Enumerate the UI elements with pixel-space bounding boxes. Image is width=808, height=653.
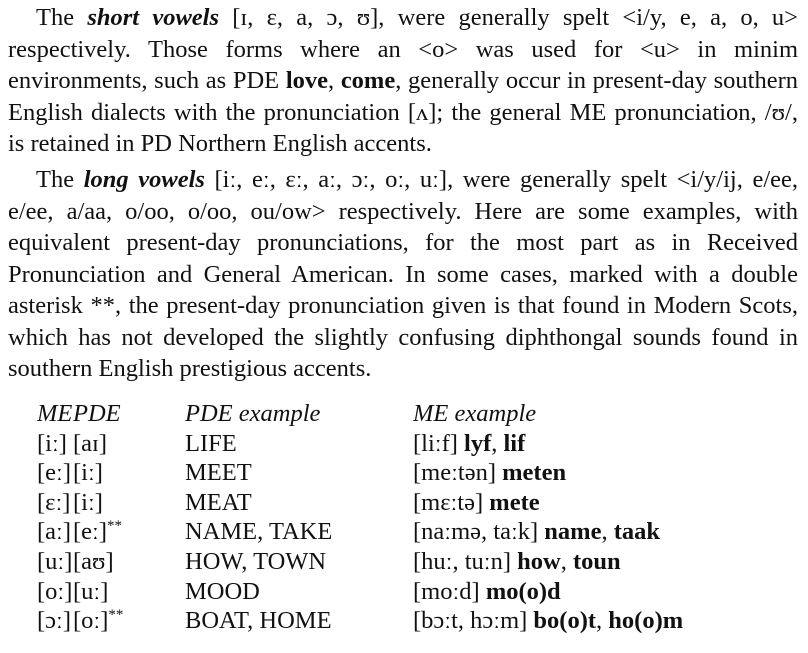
cell-me-vowel: [uː] xyxy=(37,547,73,575)
cell-me-example xyxy=(413,577,743,607)
text-segment: The xyxy=(36,166,84,193)
me-spelling: how xyxy=(517,547,561,575)
paragraph-short-vowels xyxy=(8,2,798,160)
cell-pde-example: HOW, TOWN xyxy=(185,547,327,575)
cell-pde-vowel xyxy=(73,488,185,518)
me-spelling: ho(o)m xyxy=(608,607,684,635)
separator: , xyxy=(560,547,573,575)
header-pde: PDE xyxy=(73,400,121,427)
pde-vowel-text: [aɪ] xyxy=(73,429,107,457)
cell-pde-vowel xyxy=(73,429,185,459)
table-row xyxy=(0,488,743,518)
cell-pde-example: BOAT, HOME xyxy=(185,607,332,635)
table-row xyxy=(0,458,743,488)
cell-pde-example: LIFE xyxy=(185,429,237,457)
table-header-row xyxy=(0,399,743,429)
table-row xyxy=(0,606,743,636)
text-segment: [ɪ, ɛ, a, ɔ, ʊ], were generally spelt <i/y, e, a, o, u> respectively. Those forms where an <o> was used for <u> in minim environments, such as PDE xyxy=(8,4,798,94)
pde-vowel-text: [aʊ] xyxy=(73,547,114,575)
me-ipa-transcription: [meːtən] xyxy=(413,459,496,487)
pde-vowel-text: [iː] xyxy=(73,459,103,487)
table-row xyxy=(0,547,743,577)
double-asterisk-marker: ** xyxy=(107,518,122,535)
separator: , xyxy=(491,429,504,457)
header-me-example: ME example xyxy=(413,400,537,427)
me-spelling: bo(o)t xyxy=(533,607,597,635)
cell-me-example xyxy=(413,606,743,636)
example-come: come xyxy=(340,67,396,94)
cell-me-vowel: [aː] xyxy=(37,518,71,546)
cell-me-example xyxy=(413,429,743,459)
cell-me-example xyxy=(413,488,743,518)
cell-me-vowel: [oː] xyxy=(37,577,73,605)
cell-me-example xyxy=(413,517,743,547)
table-body xyxy=(0,429,743,636)
me-spelling: mete xyxy=(489,488,540,516)
text-segment: , xyxy=(328,67,341,94)
vowel-correspondence-table xyxy=(0,399,743,636)
cell-pde-example: NAME, TAKE xyxy=(185,518,333,546)
cell-pde-vowel xyxy=(73,606,185,636)
me-spelling: lif xyxy=(503,429,526,457)
text-segment: [iː, eː, ɛː, aː, ɔː, oː, uː], were generally spelt <i/y/ij, e/ee, e/ee, a/aa, o/oo, o/oo, ou/ow> respectively. Here are some examples, with equivalent present-day pronunciations, for the most part as in Received Pronunciation and General American. In some cases, marked with a double asterisk **, the present-day pronunciation given is that found in Modern Scots, which has not developed the slightly confusing diphthongal sounds found in southern English prestigious accents. xyxy=(8,166,798,382)
pde-vowel-text: [oː] xyxy=(73,607,109,635)
separator: , xyxy=(596,607,609,635)
term-long-vowels: long vowels xyxy=(83,166,205,193)
header-me: ME xyxy=(37,400,73,427)
text-segment: , generally occur in present-day southern English dialects with the pronunciation [ʌ]; the general ME pronunciation, /ʊ/, is retained in PD Northern English accents. xyxy=(8,67,799,157)
me-spelling: taak xyxy=(613,518,661,546)
cell-pde-vowel xyxy=(73,458,185,488)
cell-pde-example: MOOD xyxy=(185,577,260,605)
header-pde-example: PDE example xyxy=(185,400,321,427)
me-ipa-transcription: [moːd] xyxy=(413,577,480,605)
pde-vowel-text: [eː] xyxy=(73,518,107,546)
cell-me-vowel: [ɔː] xyxy=(37,607,71,635)
me-ipa-transcription: [bɔːt, hɔːm] xyxy=(413,607,528,635)
table-row xyxy=(0,517,743,547)
cell-me-vowel: [iː] xyxy=(37,429,67,457)
cell-me-example xyxy=(413,547,743,577)
me-spelling: lyf xyxy=(464,429,492,457)
cell-pde-example: MEAT xyxy=(185,488,252,516)
double-asterisk-marker: ** xyxy=(108,607,124,624)
me-spelling: mo(o)d xyxy=(485,577,561,605)
text-segment: The xyxy=(36,4,88,31)
pde-vowel-text: [uː] xyxy=(73,577,109,605)
separator: , xyxy=(601,518,614,546)
example-love: love xyxy=(285,67,328,94)
table-row xyxy=(0,577,743,607)
cell-pde-vowel xyxy=(73,577,185,607)
me-ipa-transcription: [naːmə, taːk] xyxy=(413,518,539,546)
table-row xyxy=(0,429,743,459)
me-ipa-transcription: [huː, tuːn] xyxy=(413,547,511,575)
cell-pde-vowel xyxy=(73,517,185,547)
me-spelling: meten xyxy=(502,459,567,487)
cell-me-vowel: [ɛː] xyxy=(37,488,71,516)
term-short-vowels: short vowels xyxy=(87,4,219,31)
cell-me-vowel: [eː] xyxy=(37,459,71,487)
me-spelling: toun xyxy=(572,547,621,575)
me-ipa-transcription: [mɛːtə] xyxy=(413,488,484,516)
me-ipa-transcription: [liːf] xyxy=(413,429,458,457)
cell-pde-vowel xyxy=(73,547,185,577)
paragraph-long-vowels xyxy=(8,164,798,385)
cell-me-example xyxy=(413,458,743,488)
me-spelling: name xyxy=(544,518,602,546)
pde-vowel-text: [iː] xyxy=(73,488,103,516)
cell-pde-example: MEET xyxy=(185,459,252,487)
